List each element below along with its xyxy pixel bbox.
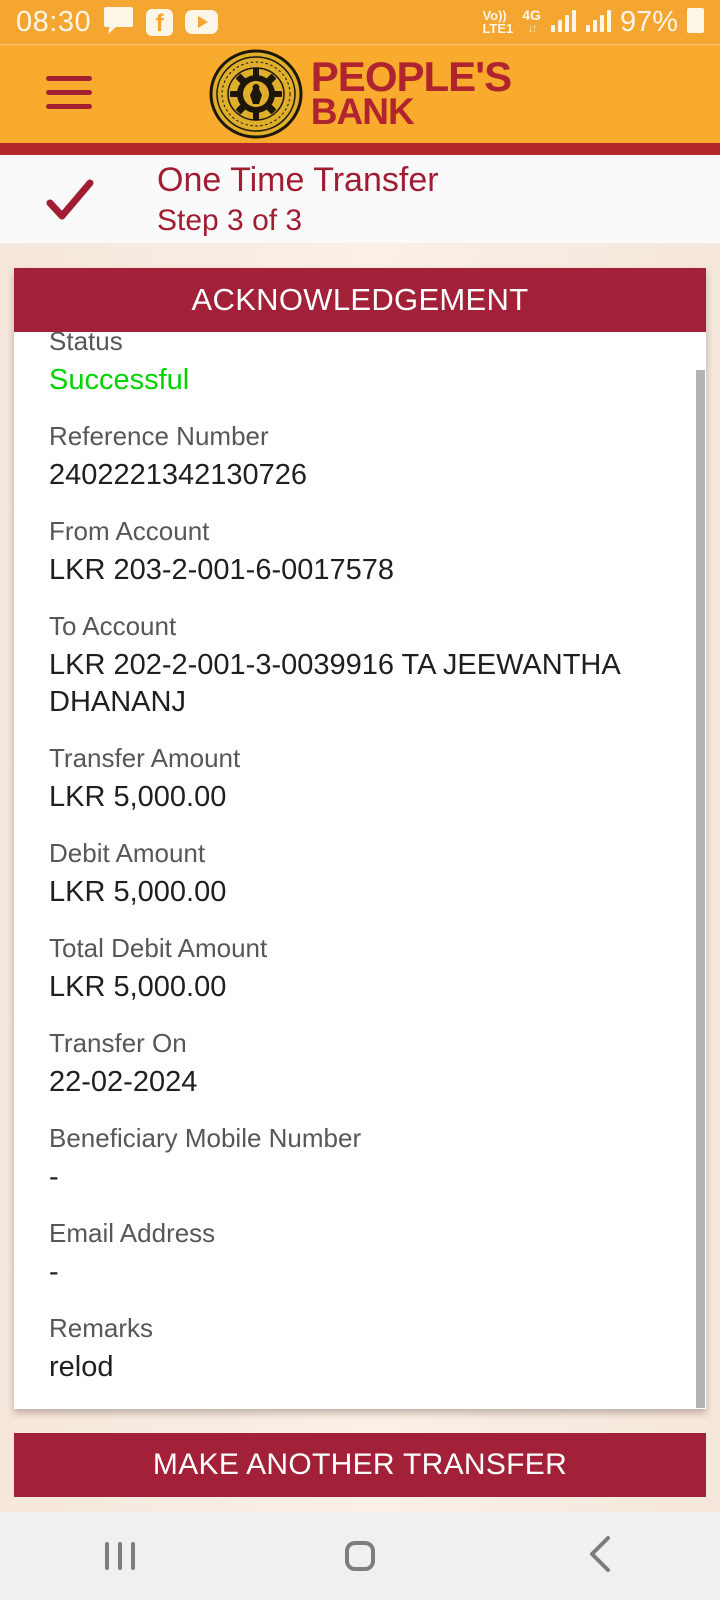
step-indicator: Step 3 of 3 bbox=[157, 204, 303, 237]
youtube-play-glyph bbox=[198, 16, 208, 28]
home-icon[interactable] bbox=[345, 1541, 375, 1571]
field-row-remarks bbox=[49, 1312, 671, 1407]
clock-time: 08:30 bbox=[16, 5, 92, 38]
field-value: LKR 203-2-001-6-0017578 bbox=[49, 554, 395, 586]
field-label: Debit Amount bbox=[49, 838, 206, 868]
page-title: One Time Transfer bbox=[157, 161, 439, 199]
youtube-notification-icon bbox=[185, 10, 218, 34]
facebook-glyph: f bbox=[155, 9, 164, 37]
signal-strength-icon bbox=[550, 7, 576, 38]
page-background bbox=[0, 243, 720, 1512]
field-row-reference-number bbox=[49, 420, 671, 515]
field-label: To Account bbox=[49, 611, 177, 641]
bank-wordmark: PEOPLE'S BANK bbox=[310, 53, 512, 133]
field-value: LKR 5,000.00 bbox=[49, 876, 227, 908]
step-header bbox=[0, 155, 720, 243]
field-row-transfer-on bbox=[49, 1027, 671, 1122]
make-another-transfer-button[interactable]: MAKE ANOTHER TRANSFER bbox=[14, 1433, 706, 1497]
battery-percent: 97% bbox=[619, 5, 678, 38]
field-value: - bbox=[49, 1256, 59, 1288]
recent-apps-icon[interactable] bbox=[105, 1542, 135, 1570]
bank-emblem-icon bbox=[209, 48, 303, 140]
status-value: Successful bbox=[49, 364, 190, 396]
peoples-bank-logo bbox=[209, 48, 511, 140]
header-divider bbox=[0, 143, 720, 155]
field-row-status bbox=[49, 332, 671, 420]
battery-icon bbox=[687, 7, 704, 37]
field-label: Remarks bbox=[49, 1313, 154, 1343]
signal-strength-icon bbox=[585, 7, 611, 38]
app-header bbox=[0, 45, 720, 143]
field-label: From Account bbox=[49, 516, 210, 546]
status-bar bbox=[0, 0, 720, 45]
volte-indicator-icon: Vo)) LTE1 bbox=[482, 8, 514, 36]
field-row-total-debit-amount bbox=[49, 932, 671, 1027]
field-label: Transfer Amount bbox=[49, 743, 241, 773]
field-value: 2402221342130726 bbox=[49, 459, 308, 491]
field-row-email-address bbox=[49, 1217, 671, 1312]
chat-notification-icon bbox=[103, 5, 134, 40]
acknowledgement-title: ACKNOWLEDGEMENT bbox=[14, 268, 706, 332]
field-label: Total Debit Amount bbox=[49, 933, 268, 963]
field-label: Email Address bbox=[49, 1218, 216, 1248]
hamburger-menu-icon[interactable] bbox=[46, 76, 92, 109]
field-row-from-account bbox=[49, 515, 671, 610]
facebook-notification-icon bbox=[146, 9, 173, 36]
field-label: Beneficiary Mobile Number bbox=[49, 1123, 362, 1153]
field-row-transfer-amount bbox=[49, 742, 671, 837]
field-value: LKR 5,000.00 bbox=[49, 781, 227, 813]
checkmark-icon bbox=[46, 179, 94, 226]
field-value: LKR 5,000.00 bbox=[49, 971, 227, 1003]
back-icon[interactable] bbox=[589, 1535, 611, 1578]
field-label: Reference Number bbox=[49, 421, 269, 451]
4g-data-icon: 4G ↓↑ bbox=[522, 7, 541, 35]
acknowledgement-card bbox=[14, 268, 706, 1409]
acknowledgement-body bbox=[14, 332, 706, 1409]
field-row-debit-amount bbox=[49, 837, 671, 932]
field-row-beneficiary-mobile bbox=[49, 1122, 671, 1217]
system-navigation-bar bbox=[0, 1512, 720, 1600]
field-row-to-account bbox=[49, 610, 671, 742]
field-value: 22-02-2024 bbox=[49, 1066, 198, 1098]
scrollbar[interactable] bbox=[696, 370, 705, 1408]
field-value: LKR 202-2-001-3-0039916 TA JEEWANTHA DHANANJ bbox=[49, 649, 620, 718]
field-label: Status bbox=[49, 332, 123, 356]
field-value: relod bbox=[49, 1351, 114, 1383]
field-value: - bbox=[49, 1161, 59, 1193]
field-label: Transfer On bbox=[49, 1028, 187, 1058]
